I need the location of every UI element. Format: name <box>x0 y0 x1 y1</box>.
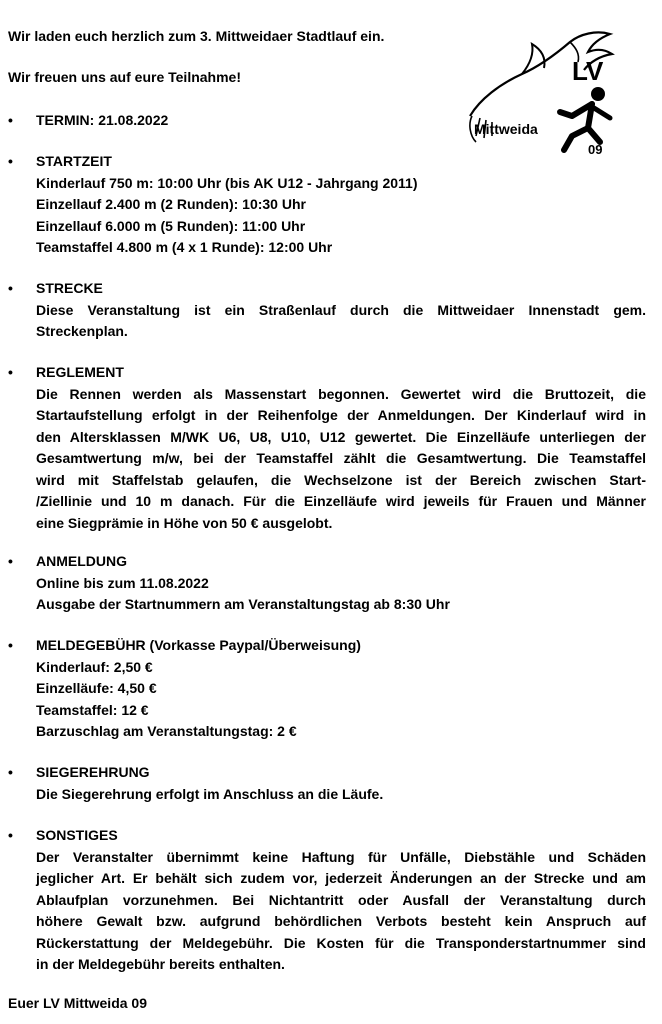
closing-signature: Euer LV Mittweida 09 <box>8 995 147 1011</box>
section-line: höhere Gewalt bzw. aufgrund behördlichen Verbots besteht kein Anspruch auf <box>36 913 646 929</box>
section-line: Diese Veranstaltung ist ein Straßenlauf durch die Mittweidaer Innenstadt gem. <box>36 301 646 318</box>
bullet: • <box>8 153 13 169</box>
section-line: Rückerstattung der Meldegebühr. Die Kosten für die Transponderstartnummer sind <box>36 934 646 951</box>
section-line: eine Siegprämie in Höhe von 50 € ausgelobt. <box>36 514 333 531</box>
bullet: • <box>8 827 13 843</box>
section-title: REGLEMENT <box>36 364 124 380</box>
section-line: Kinderlauf: 2,50 € <box>36 658 153 675</box>
logo-lv-text: LV <box>572 56 604 86</box>
bullet: • <box>8 280 13 296</box>
intro-greeting: Wir freuen uns auf eure Teilnahme! <box>8 69 241 85</box>
section-line: Der Veranstalter übernimmt keine Haftung für Unfälle, Diebstähle und Schäden <box>36 848 646 865</box>
section-title: SONSTIGES <box>36 827 118 843</box>
club-logo <box>460 24 615 164</box>
section-line: Barzuschlag am Veranstaltungstag: 2 € <box>36 723 297 739</box>
section-line: wird mit Staffelstab gelaufen, die Wechselzone ist der Bereich zwischen Start- <box>36 471 646 488</box>
bullet: • <box>8 637 13 653</box>
bullet: • <box>8 112 13 128</box>
logo-city-text: Mittweida <box>474 121 538 137</box>
section-line: Gesamtwertung m/w, bei der Teamstaffel zählt die Gesamtwertung. Die Teamstaffel <box>36 450 646 466</box>
section-line: Einzelläufe: 4,50 € <box>36 680 157 696</box>
section-line: jeglicher Art. Er behält sich zudem vor, jederzeit Änderungen an der Strecke und am <box>36 870 646 886</box>
section-line: Einzellauf 6.000 m (5 Runden): 11:00 Uhr <box>36 217 306 234</box>
logo-number-text: 09 <box>588 142 603 157</box>
section-title: MELDEGEBÜHR (Vorkasse Paypal/Überweisung) <box>36 637 361 653</box>
section-line: Ausgabe der Startnummern am Veranstaltungstag ab 8:30 Uhr <box>36 596 450 612</box>
section-line: Teamstaffel: 12 € <box>36 701 149 718</box>
section-line: den Altersklassen M/WK U6, U8, U10, U12 gewertet. Die Einzelläufe unterliegen der <box>36 428 646 445</box>
section-line: Startaufstellung erfolgt in der Reihenfolge der Anmeldungen. Der Kinderlauf wird in <box>36 407 646 423</box>
section-line: in der Meldegebühr bereits enthalten. <box>36 956 285 972</box>
section-title: SIEGEREHRUNG <box>36 764 150 780</box>
intro-invitation: Wir laden euch herzlich zum 3. Mittweidaer Stadtlauf ein. <box>8 28 385 44</box>
section-line: Einzellauf 2.400 m (2 Runden): 10:30 Uhr <box>36 196 306 212</box>
bullet: • <box>8 364 13 380</box>
section-title: STRECKE <box>36 280 103 296</box>
section-line: Die Siegerehrung erfolgt im Anschluss an die Läufe. <box>36 785 384 802</box>
section-line: Ablaufplan vorzunehmen. Bei Nichtantritt oder Ausfall der Veranstaltung durch <box>36 891 646 908</box>
section-line: Streckenplan. <box>36 323 128 339</box>
section-line: Kinderlauf 750 m: 10:00 Uhr (bis AK U12 - Jahrgang 2011) <box>36 174 418 191</box>
section-line: Teamstaffel 4.800 m (4 x 1 Runde): 12:00 Uhr <box>36 239 333 255</box>
section-title: TERMIN: 21.08.2022 <box>36 112 169 128</box>
section-line: Die Rennen werden als Massenstart begonnen. Gewertet wird die Bruttozeit, die <box>36 385 646 402</box>
eagle-runner-logo-icon <box>460 24 615 164</box>
bullet: • <box>8 764 13 780</box>
bullet: • <box>8 553 13 569</box>
section-title: ANMELDUNG <box>36 553 127 569</box>
section-line: /Ziellinie und 10 m danach. Für die Einzelläufe wird jeweils für Frauen und Männer <box>36 493 646 509</box>
section-title: STARTZEIT <box>36 153 112 169</box>
section-line: Online bis zum 11.08.2022 <box>36 574 209 591</box>
